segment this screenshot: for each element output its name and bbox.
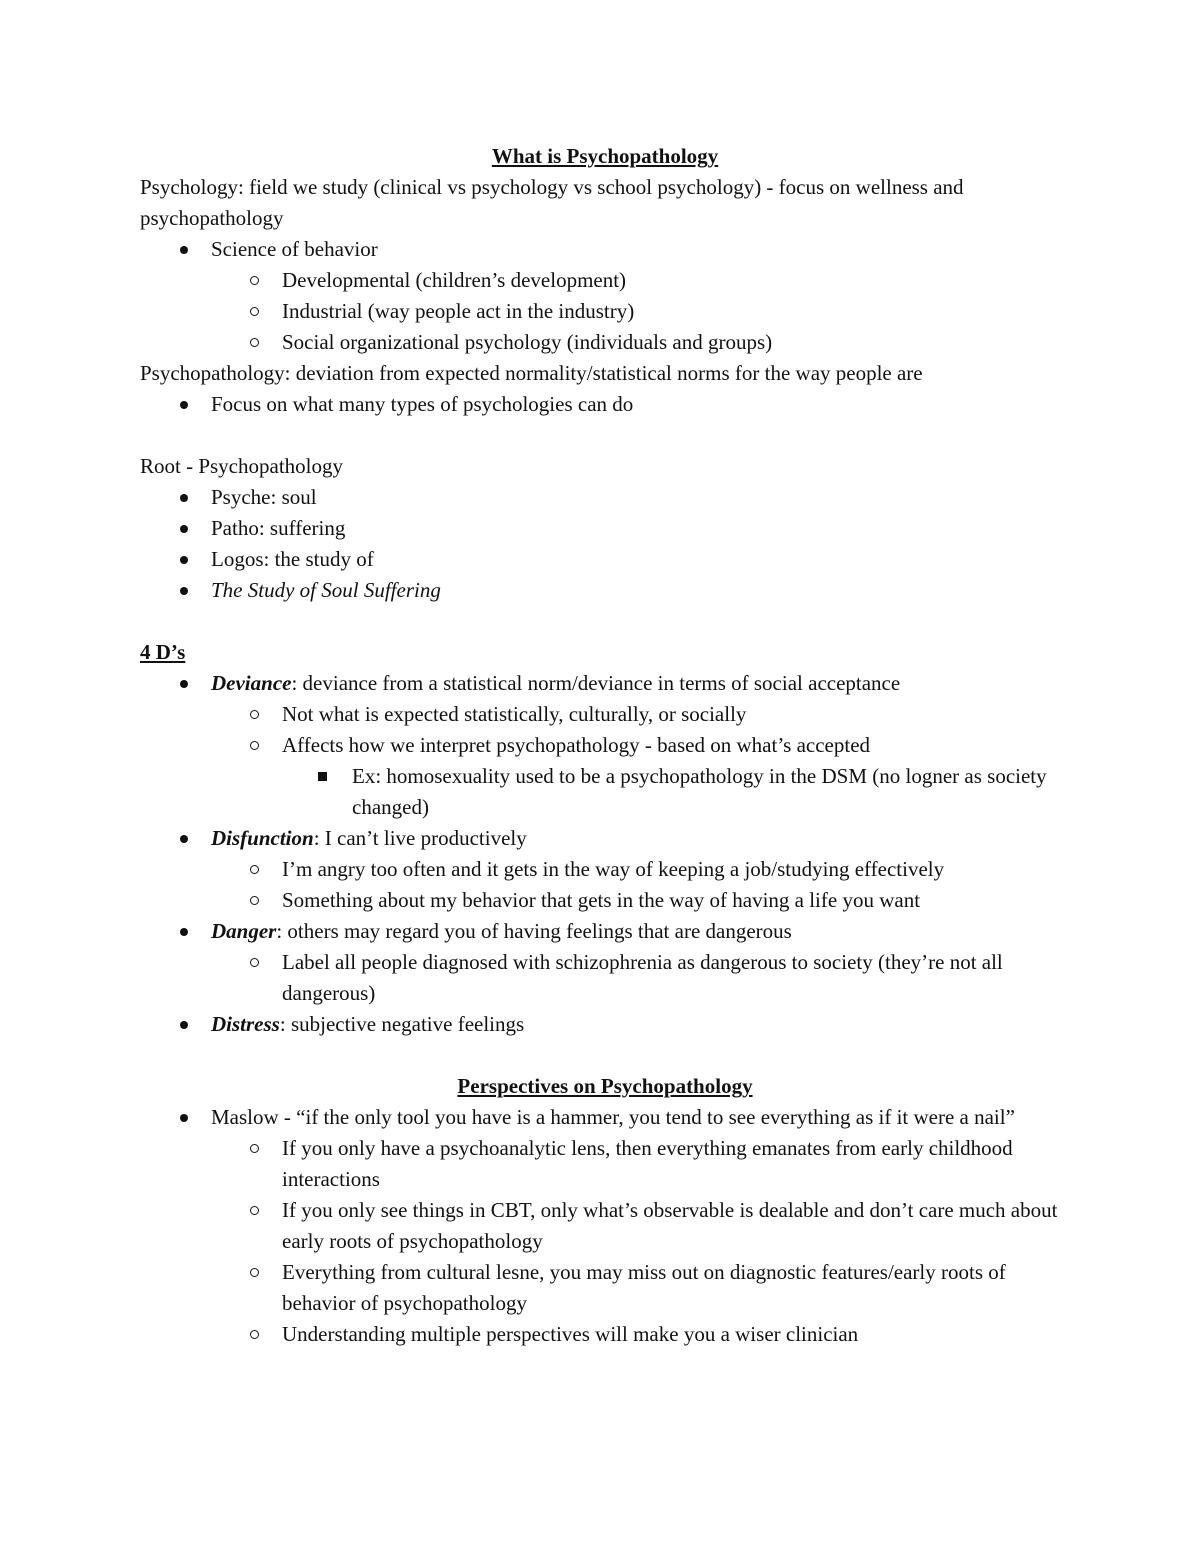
term-disfunction: Disfunction bbox=[211, 826, 314, 850]
perspectives-heading: Perspectives on Psychopathology bbox=[457, 1074, 753, 1098]
list-item bbox=[140, 575, 1070, 606]
list-item-text: Something about my behavior that gets in the way of having a life you want bbox=[282, 888, 921, 912]
hollow-bullet-icon bbox=[250, 958, 259, 967]
list-item bbox=[140, 327, 1070, 358]
filled-bullet-icon bbox=[180, 587, 188, 595]
filled-bullet-icon bbox=[180, 494, 188, 502]
term-description: : I can’t live productively bbox=[313, 826, 527, 850]
list-item bbox=[140, 482, 1070, 513]
filled-bullet-icon bbox=[180, 246, 188, 254]
list-item bbox=[140, 1195, 1070, 1257]
list-item-text: Not what is expected statistically, culturally, or socially bbox=[282, 702, 747, 726]
list-item-text: Patho: suffering bbox=[211, 516, 346, 540]
spacer bbox=[140, 606, 1070, 637]
list-item bbox=[140, 265, 1070, 296]
filled-bullet-icon bbox=[180, 1021, 188, 1029]
hollow-bullet-icon bbox=[250, 1206, 259, 1215]
filled-bullet-icon bbox=[180, 401, 188, 409]
list-item-text: Affects how we interpret psychopathology - based on what’s accepted bbox=[282, 733, 871, 757]
list-item bbox=[140, 699, 1070, 730]
page-title: What is Psychopathology bbox=[491, 144, 719, 168]
hollow-bullet-icon bbox=[250, 338, 259, 347]
hollow-bullet-icon bbox=[250, 1330, 259, 1339]
term-deviance: Deviance bbox=[211, 671, 292, 695]
list-item bbox=[140, 823, 1070, 854]
term-description: : subjective negative feelings bbox=[279, 1012, 525, 1036]
list-item bbox=[140, 947, 1070, 1009]
list-item-text: The Study of Soul Suffering bbox=[211, 578, 441, 602]
list-item-text: Understanding multiple perspectives will make you a wiser clinician bbox=[282, 1322, 859, 1346]
root-heading: Root - Psychopathology bbox=[140, 454, 343, 478]
list-item bbox=[140, 761, 1070, 823]
list-item-text: Everything from cultural lesne, you may miss out on diagnostic features/early roots of behavior of psychopathology bbox=[282, 1260, 1006, 1315]
term-distress: Distress bbox=[211, 1012, 280, 1036]
list-item-text: Label all people diagnosed with schizophrenia as dangerous to society (they’re not all dangerous) bbox=[282, 950, 1003, 1005]
list-item bbox=[140, 1319, 1070, 1350]
list-item-text: Industrial (way people act in the industry) bbox=[282, 299, 635, 323]
square-bullet-icon bbox=[318, 772, 327, 781]
term-danger: Danger bbox=[211, 919, 277, 943]
list-item-text: Social organizational psychology (individuals and groups) bbox=[282, 330, 773, 354]
filled-bullet-icon bbox=[180, 556, 188, 564]
filled-bullet-icon bbox=[180, 525, 188, 533]
psychology-definition: Psychology: field we study (clinical vs psychology vs school psychology) - focus on wellness and psychopathology bbox=[140, 175, 964, 230]
filled-bullet-icon bbox=[180, 680, 188, 688]
list-item bbox=[140, 1257, 1070, 1319]
list-item-text: Psyche: soul bbox=[211, 485, 317, 509]
list-item-text: Science of behavior bbox=[211, 237, 378, 261]
list-item-text: If you only have a psychoanalytic lens, then everything emanates from early childhood interactions bbox=[282, 1136, 1013, 1191]
list-item bbox=[140, 854, 1070, 885]
list-item-text: Maslow - “if the only tool you have is a hammer, you tend to see everything as if it were a nail” bbox=[211, 1105, 1015, 1129]
list-item bbox=[140, 916, 1070, 947]
list-item-text: Ex: homosexuality used to be a psychopathology in the DSM (no logner as society changed) bbox=[352, 764, 1047, 819]
term-description: : deviance from a statistical norm/deviance in terms of social acceptance bbox=[291, 671, 901, 695]
hollow-bullet-icon bbox=[250, 896, 259, 905]
hollow-bullet-icon bbox=[250, 1268, 259, 1277]
list-item bbox=[140, 513, 1070, 544]
list-item bbox=[140, 885, 1070, 916]
hollow-bullet-icon bbox=[250, 307, 259, 316]
list-item bbox=[140, 730, 1070, 761]
hollow-bullet-icon bbox=[250, 865, 259, 874]
list-item bbox=[140, 234, 1070, 265]
list-item-text: If you only see things in CBT, only what’s observable is dealable and don’t care much about early roots of psychopathology bbox=[282, 1198, 1058, 1253]
four-ds-heading: 4 D’s bbox=[140, 640, 186, 664]
filled-bullet-icon bbox=[180, 835, 188, 843]
term-description: : others may regard you of having feelings that are dangerous bbox=[276, 919, 792, 943]
filled-bullet-icon bbox=[180, 928, 188, 936]
spacer bbox=[140, 420, 1070, 451]
list-item bbox=[140, 1102, 1070, 1133]
list-item-text: Logos: the study of bbox=[211, 547, 374, 571]
spacer bbox=[140, 1040, 1070, 1071]
list-item-text: I’m angry too often and it gets in the way of keeping a job/studying effectively bbox=[282, 857, 945, 881]
list-item bbox=[140, 668, 1070, 699]
list-item bbox=[140, 544, 1070, 575]
psychopathology-definition: Psychopathology: deviation from expected normality/statistical norms for the way people are bbox=[140, 361, 923, 385]
list-item bbox=[140, 1133, 1070, 1195]
hollow-bullet-icon bbox=[250, 1144, 259, 1153]
list-item bbox=[140, 389, 1070, 420]
list-item-text: Developmental (children’s development) bbox=[282, 268, 627, 292]
list-item bbox=[140, 1009, 1070, 1040]
document-page bbox=[140, 141, 1070, 1350]
list-item bbox=[140, 296, 1070, 327]
hollow-bullet-icon bbox=[250, 710, 259, 719]
hollow-bullet-icon bbox=[250, 741, 259, 750]
filled-bullet-icon bbox=[180, 1114, 188, 1122]
list-item-text: Focus on what many types of psychologies can do bbox=[211, 392, 634, 416]
hollow-bullet-icon bbox=[250, 276, 259, 285]
